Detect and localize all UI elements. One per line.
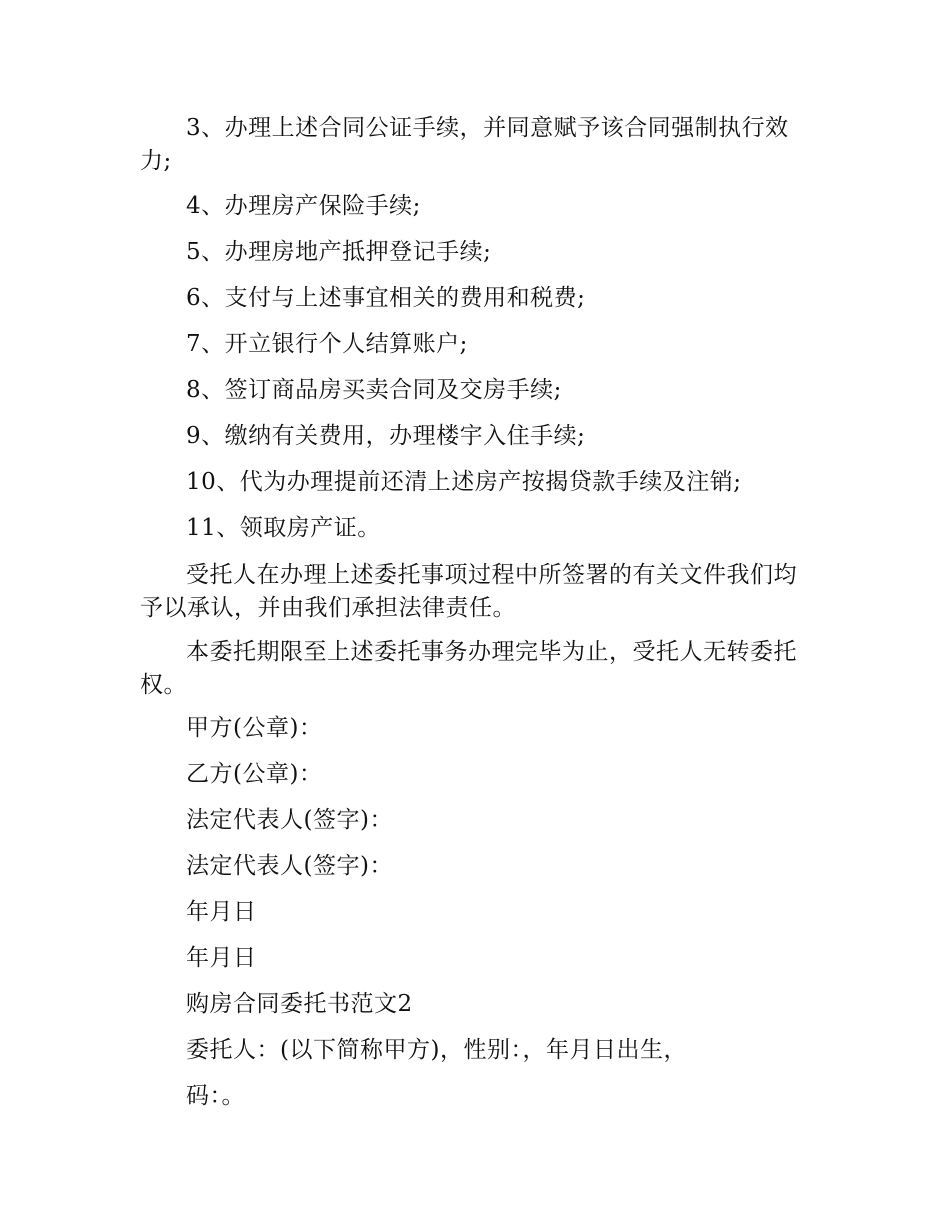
item-5-mortgage-registration: 5、办理房地产抵押登记手续;	[186, 239, 492, 265]
party-b-seal-line: 乙方(公章)：	[186, 761, 323, 787]
acknowledgement-paragraph: 受托人在办理上述委托事项过程中所签署的有关文件我们均予以承认，并由我们承担法律责任。	[140, 562, 797, 621]
legal-rep-signature-line-2: 法定代表人(签字)：	[186, 853, 393, 879]
id-number-line: 码：。	[186, 1083, 245, 1109]
date-line-2: 年月日	[186, 945, 257, 971]
term-paragraph: 本委托期限至上述委托事务办理完毕为止，受托人无转委托权。	[140, 639, 797, 698]
item-7-bank-account: 7、开立银行个人结算账户;	[186, 331, 468, 357]
item-11-property-certificate: 11、领取房产证。	[186, 515, 381, 541]
principal-info-line: 委托人：(以下简称甲方)，性别：，年月日出生，	[186, 1037, 687, 1063]
item-4-insurance: 4、办理房产保险手续;	[186, 193, 421, 219]
legal-rep-signature-line-1: 法定代表人(签字)：	[186, 807, 393, 833]
item-9-move-in: 9、缴纳有关费用，办理楼宇入住手续;	[186, 423, 586, 449]
item-3-notarization: 3、办理上述合同公证手续，并同意赋予该合同强制执行效力;	[140, 115, 789, 174]
date-line-1: 年月日	[186, 899, 257, 925]
item-10-early-repayment: 10、代为办理提前还清上述房产按揭贷款手续及注销;	[186, 469, 742, 495]
item-6-fees-taxes: 6、支付与上述事宜相关的费用和税费;	[186, 285, 586, 311]
party-a-seal-line: 甲方(公章)：	[186, 715, 323, 741]
section-title-sample-2: 购房合同委托书范文2	[186, 991, 413, 1017]
item-8-sales-contract: 8、签订商品房买卖合同及交房手续;	[186, 377, 562, 403]
